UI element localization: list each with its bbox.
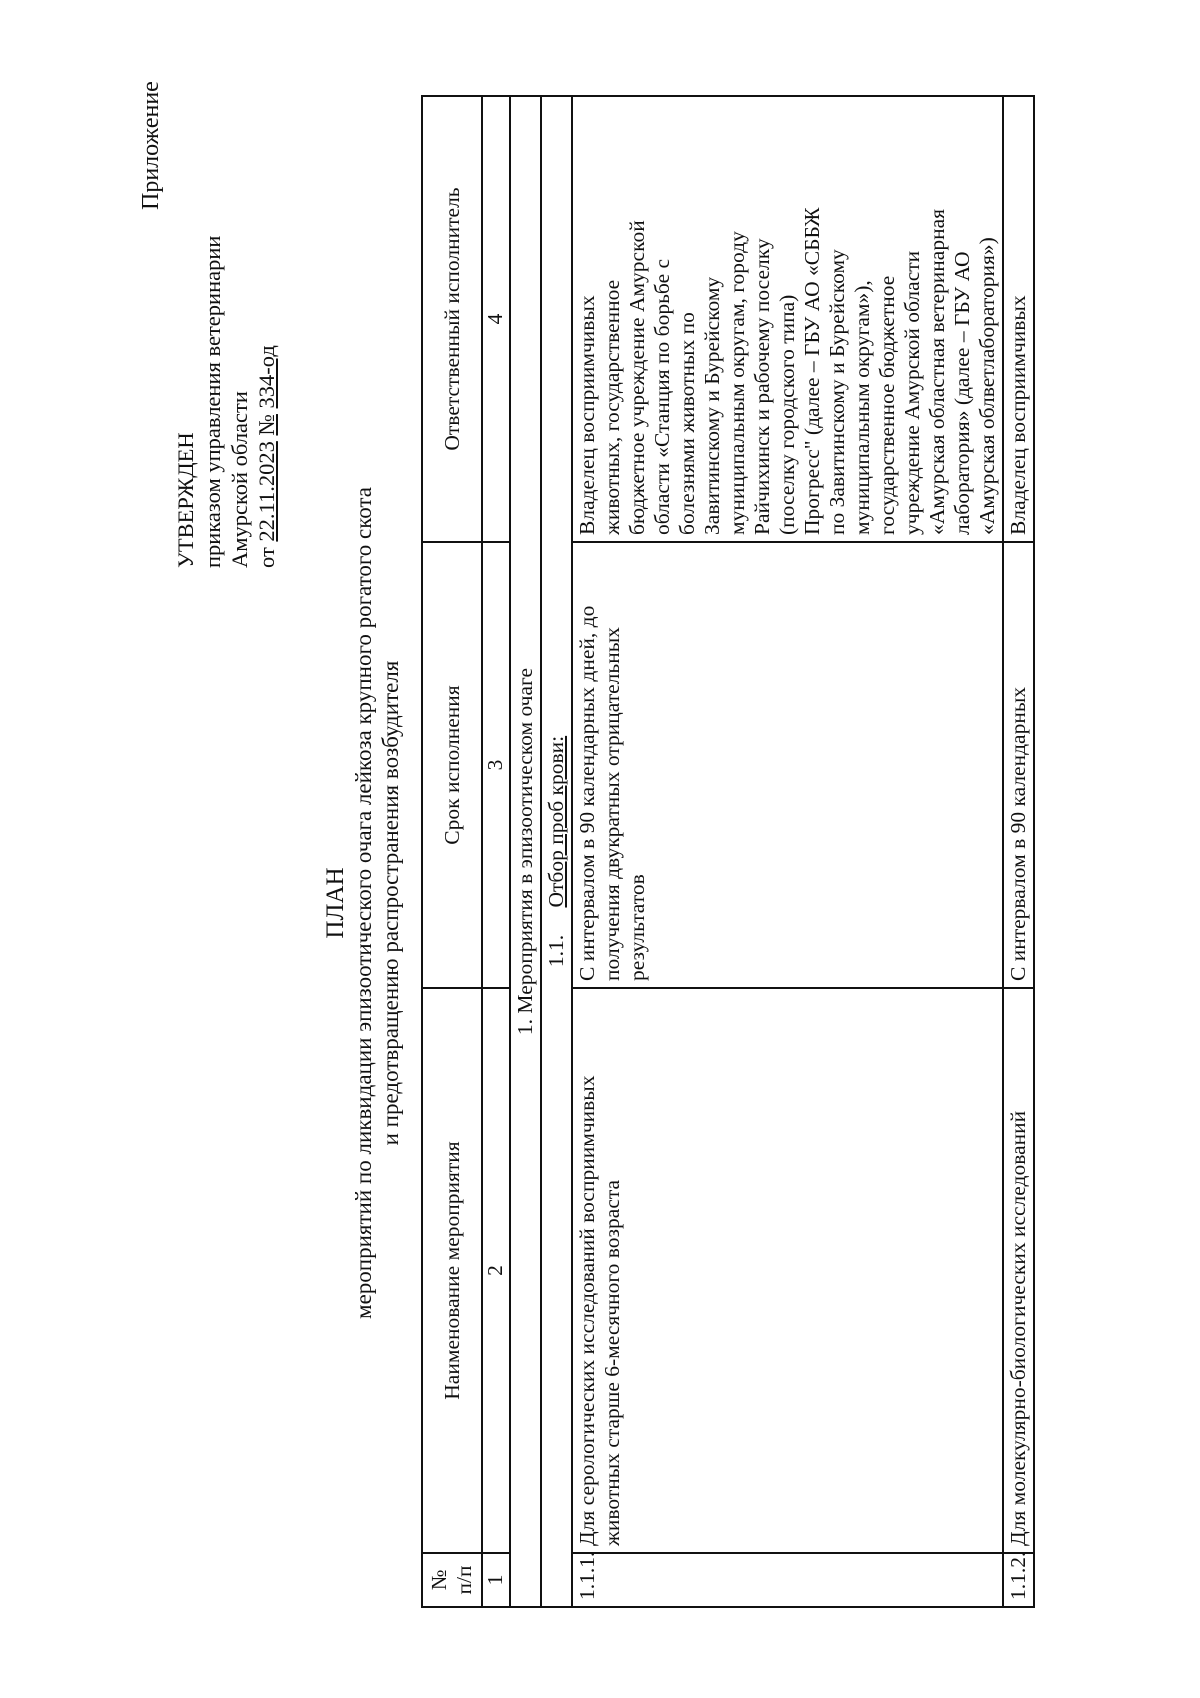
table-row bbox=[572, 96, 1003, 1607]
row-number: 1.1.1. bbox=[572, 1553, 1003, 1607]
responsible-line: (поселку городского типа) bbox=[775, 294, 799, 535]
column-number: 1 bbox=[482, 1553, 510, 1607]
responsible-line: Завитинскому и Бурейскому bbox=[700, 276, 724, 535]
header-number: № п/п bbox=[422, 1553, 482, 1607]
column-number: 2 bbox=[482, 988, 510, 1553]
column-number: 4 bbox=[482, 96, 510, 542]
approved-date-line bbox=[253, 236, 280, 568]
approved-by-line2: Амурской области bbox=[227, 391, 252, 568]
responsible-line: учреждение Амурской области bbox=[900, 250, 924, 535]
row-number: 1.1.2. bbox=[1003, 1553, 1034, 1607]
responsible-line: государственное бюджетное bbox=[875, 275, 899, 535]
responsible-line: лаборатория» (далее – ГБУ АО bbox=[950, 251, 974, 535]
approved-number: 334-од bbox=[254, 345, 279, 409]
row-name: Для молекулярно-биологических исследований bbox=[1003, 988, 1034, 1553]
approved-prefix: от bbox=[254, 547, 279, 568]
responsible-line: по Завитинскому и Бурейскому bbox=[825, 249, 849, 535]
appendix-label: Приложение bbox=[138, 81, 164, 210]
responsible-line: «Амурская областная ветеринарная bbox=[925, 208, 949, 535]
header-term: Срок исполнения bbox=[422, 542, 482, 988]
plan-subtitle-line1: мероприятий по ликвидации эпизоотического очага лейкоза крупного рогатого скота bbox=[351, 487, 376, 1319]
section-row bbox=[510, 96, 541, 1607]
approval-block bbox=[172, 236, 280, 568]
subsection-title: Отбор проб крови: bbox=[544, 735, 568, 908]
row-term: С интервалом в 90 календарных bbox=[1003, 542, 1034, 988]
plan-subtitle-line2: и предотвращению распространения возбудителя bbox=[378, 660, 403, 1146]
responsible-line: муниципальным округам»), bbox=[850, 280, 874, 535]
responsible-line: «Амурская облветлаборатория») bbox=[975, 237, 999, 535]
approved-number-sign: № bbox=[254, 414, 279, 436]
row-name: Для серологических исследований восприимчивых животных старше 6-месячного возраста bbox=[572, 988, 1003, 1553]
row-term: С интервалом в 90 календарных дней, до получения двукратных отрицательных результатов bbox=[572, 542, 1003, 988]
header-name: Наименование мероприятия bbox=[422, 988, 482, 1553]
approved-label: УТВЕРЖДЕН bbox=[173, 432, 198, 568]
responsible-line: Прогресс" (далее – ГБУ АО «СББЖ bbox=[800, 207, 824, 535]
header-responsible: Ответственный исполнитель bbox=[422, 96, 482, 542]
plan-table bbox=[421, 95, 1035, 1608]
subsection-cell bbox=[541, 96, 572, 1607]
plan-subtitle bbox=[350, 108, 404, 1698]
subsection-code: 1.1. bbox=[544, 934, 568, 968]
responsible-line: болезнями животных по bbox=[675, 312, 699, 535]
plan-title: ПЛАН bbox=[322, 867, 349, 939]
column-number: 3 bbox=[482, 542, 510, 988]
responsible-line: Владелец восприимчивых bbox=[575, 295, 599, 535]
approved-date: 22.11.2023 bbox=[254, 441, 279, 542]
responsible-line: животных, государственное bbox=[600, 279, 624, 535]
approved-by-line1: приказом управления ветеринарии bbox=[200, 235, 225, 568]
responsible-line: муниципальным округам, городу bbox=[725, 231, 749, 535]
subsection-row bbox=[541, 96, 572, 1607]
responsible-line: бюджетное учреждение Амурской bbox=[625, 220, 649, 535]
column-number-row bbox=[482, 96, 510, 1607]
table-row bbox=[1003, 96, 1034, 1607]
table-header-row bbox=[422, 96, 482, 1607]
section-title: 1. Мероприятия в эпизоотическом очаге bbox=[510, 96, 541, 1607]
responsible-line: Райчихинск и рабочему поселку bbox=[750, 238, 774, 535]
responsible-line: Владелец восприимчивых bbox=[1006, 295, 1030, 535]
row-responsible bbox=[1003, 96, 1034, 542]
responsible-line: области «Станция по борьбе с bbox=[650, 258, 674, 535]
row-responsible bbox=[572, 96, 1003, 542]
